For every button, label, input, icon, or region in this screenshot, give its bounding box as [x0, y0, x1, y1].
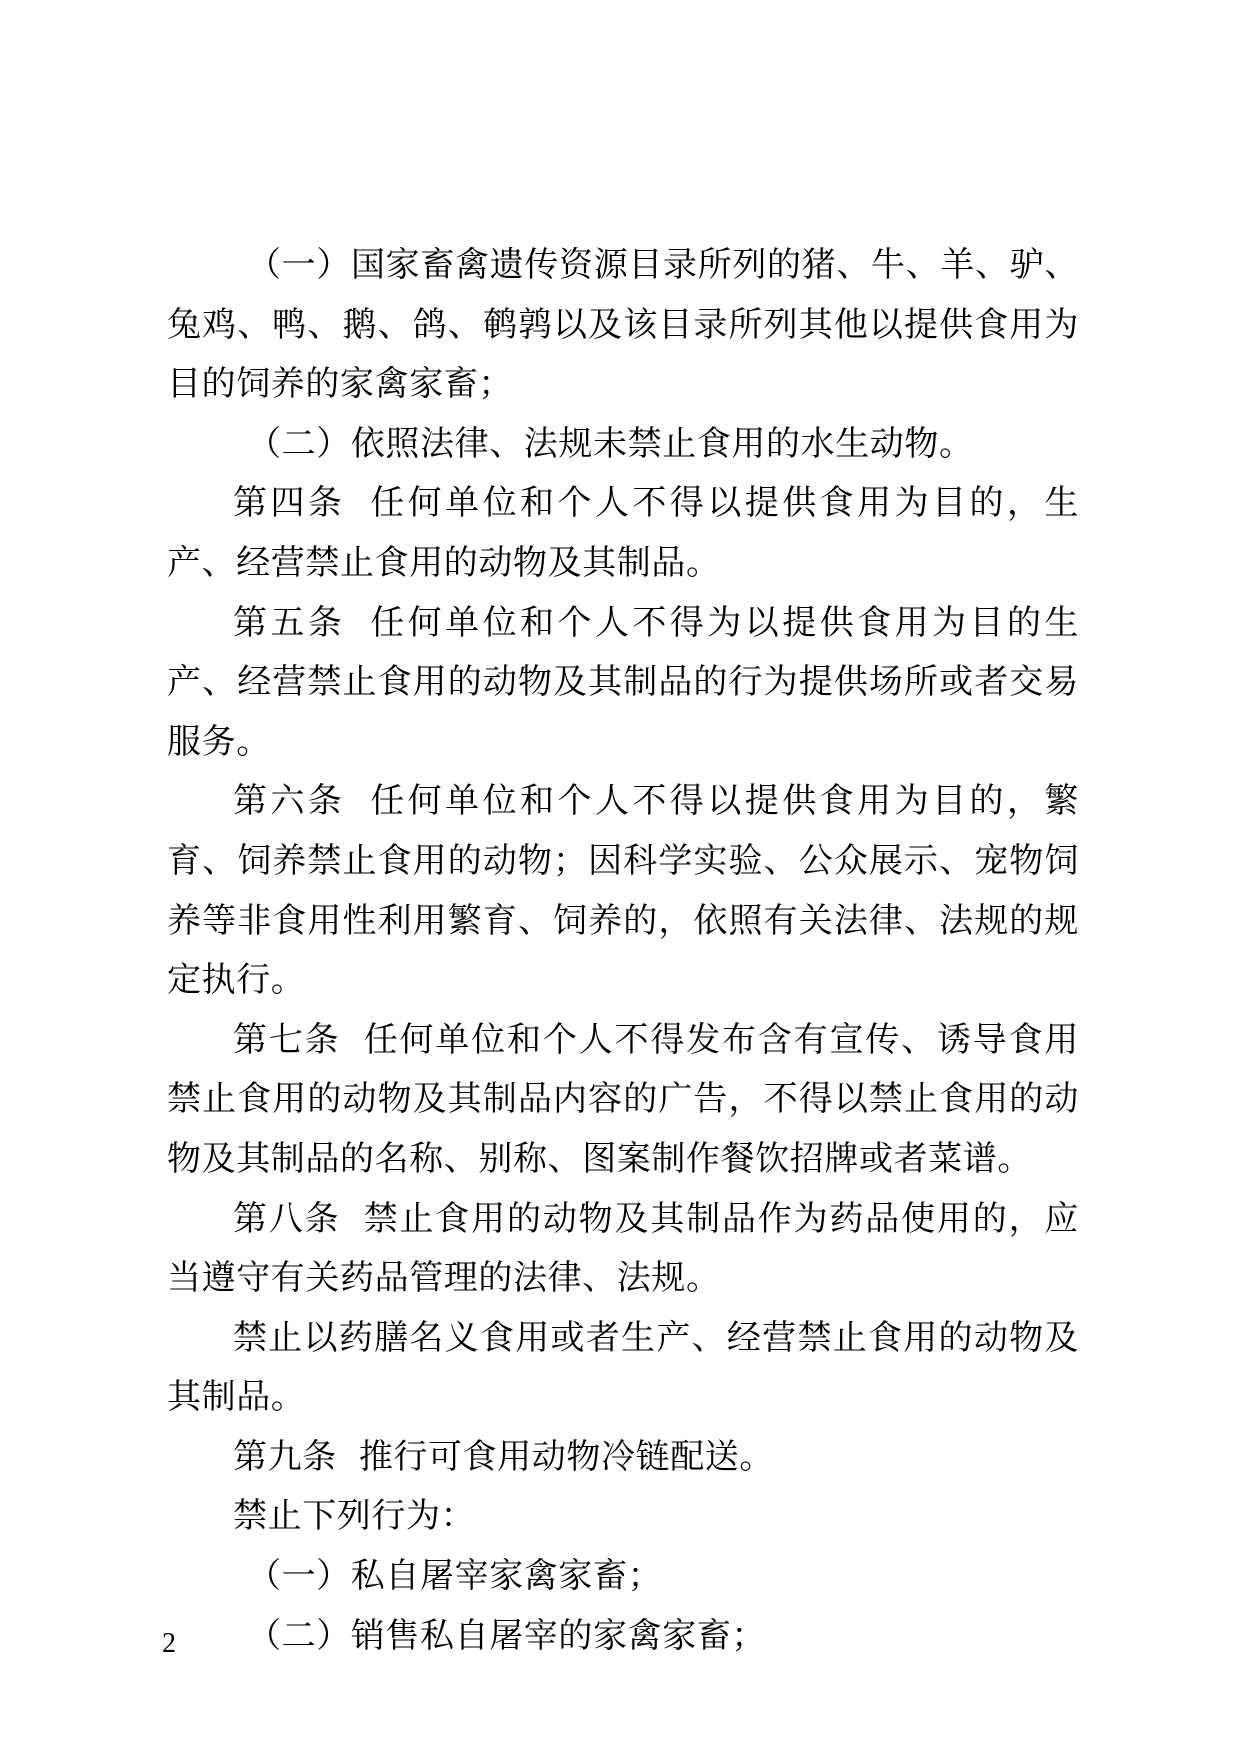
- article-9-paragraph-2: [167, 1487, 1079, 1547]
- article-number: 第四条: [233, 483, 346, 524]
- article-6: [167, 772, 1079, 1010]
- article-8-paragraph-2: [167, 1309, 1079, 1428]
- page-number: 2: [162, 1628, 176, 1659]
- article-text: 任何单位和个人不得发布含有宣传、诱导食用禁止食用的动物及其制品内容的广告，不得以禁止食用的动物及其制品的名称、别称、图案制作餐饮招牌或者菜谱。: [167, 1019, 1079, 1179]
- article-9: [167, 1428, 1079, 1488]
- paragraph-text: 禁止以药膳名义食用或者生产、经营禁止食用的动物及其制品。: [167, 1317, 1079, 1418]
- paragraph-text: （二）依照法律、法规未禁止食用的水生动物。: [247, 423, 974, 464]
- paragraph-text: 禁止下列行为：: [233, 1496, 476, 1537]
- article-number: 第五条: [233, 602, 346, 643]
- article-number: 第七条: [233, 1019, 341, 1060]
- article-text: 推行可食用动物冷链配送。: [358, 1436, 775, 1477]
- article-number: 第六条: [233, 781, 346, 822]
- article-text: 任何单位和个人不得以提供食用为目的，生产、经营禁止食用的动物及其制品。: [167, 483, 1079, 583]
- paragraph-item-2: [167, 415, 1079, 475]
- paragraph-text: （二）销售私自屠宰的家禽家畜；: [247, 1615, 766, 1656]
- paragraph-text: （一）国家畜禽遗传资源目录所列的猪、牛、羊、驴、兔鸡、鸭、鹅、鸽、鹌鹑以及该目录所列其他以提供食用为目的饲养的家禽家畜；: [167, 245, 1079, 405]
- article-9-item-2: [167, 1607, 1079, 1667]
- document-body: [167, 236, 1079, 1666]
- article-7: [167, 1011, 1079, 1190]
- article-text: 任何单位和个人不得为以提供食用为目的生产、经营禁止食用的动物及其制品的行为提供场所或者交易服务。: [167, 602, 1079, 762]
- paragraph-text: （一）私自屠宰家禽家畜；: [247, 1556, 663, 1597]
- article-text: 禁止食用的动物及其制品作为药品使用的，应当遵守有关药品管理的法律、法规。: [167, 1198, 1079, 1299]
- article-5: [167, 594, 1079, 773]
- paragraph-item-1: [167, 236, 1079, 415]
- article-8: [167, 1190, 1079, 1309]
- article-4: [167, 474, 1079, 593]
- article-number: 第八条: [233, 1198, 341, 1239]
- article-text: 任何单位和个人不得以提供食用为目的，繁育、饲养禁止食用的动物；因科学实验、公众展示、宠物饲养等非食用性利用繁育、饲养的，依照有关法律、法规的规定执行。: [167, 781, 1079, 1001]
- article-9-item-1: [167, 1547, 1079, 1607]
- article-number: 第九条: [233, 1436, 337, 1477]
